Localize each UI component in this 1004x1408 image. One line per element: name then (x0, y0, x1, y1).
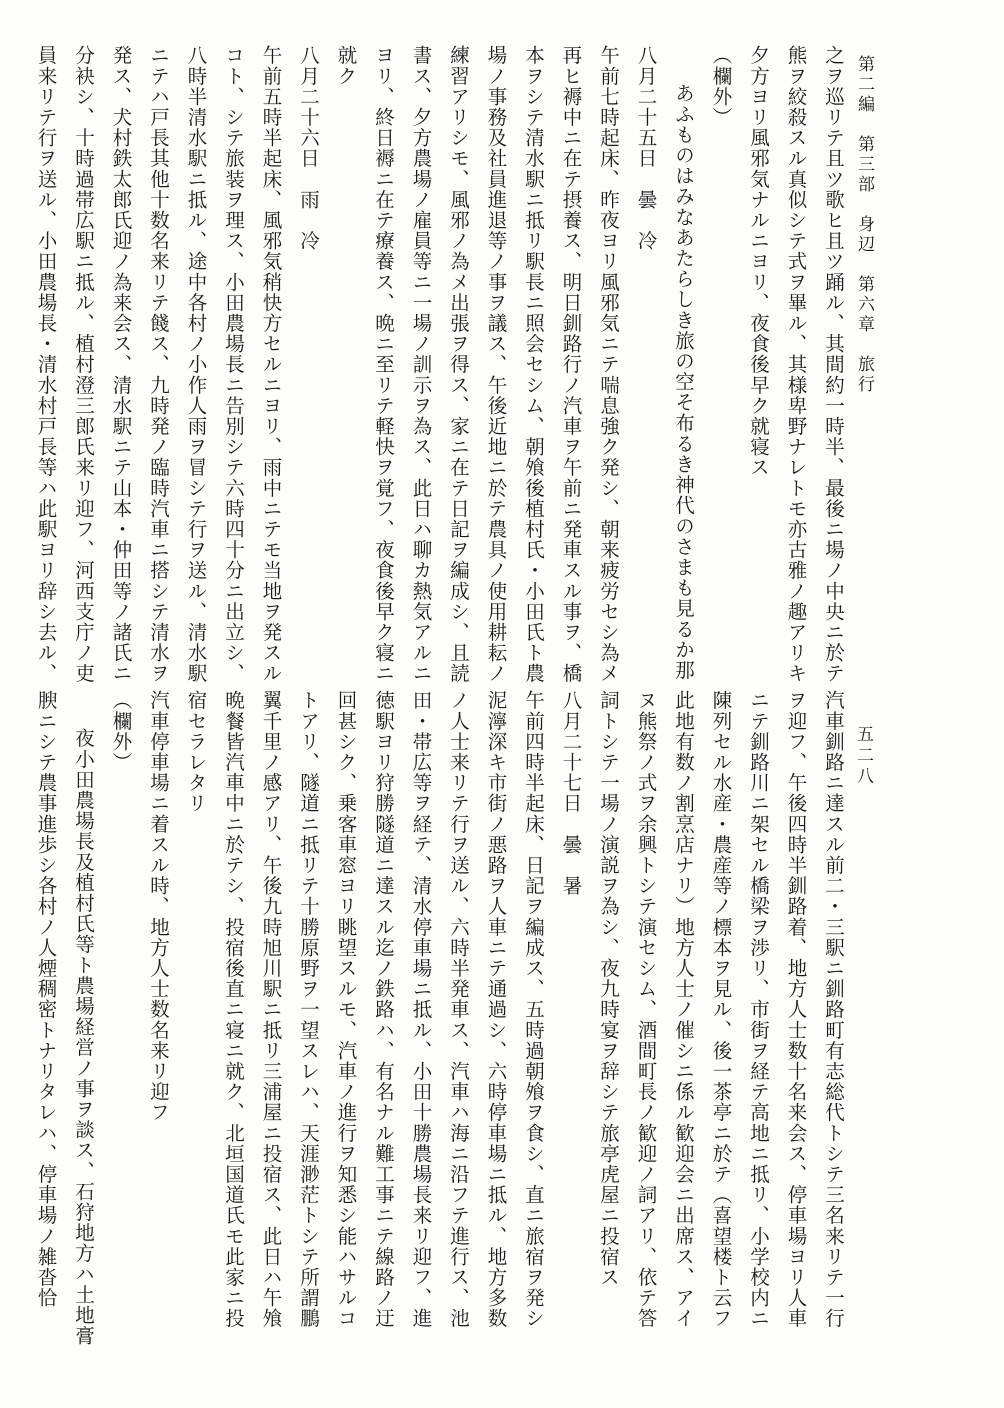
text-line: 再ヒ褥中ニ在テ摂養ス、明日釧路行ノ汽車ヲ午前ニ発車スル事ヲ、橋 (559, 45, 583, 684)
text-line: 宿セラレタリ (184, 690, 208, 814)
text-line: トアリ、隧道ニ抵リテ十勝原野ヲ一望スレハ、天涯渺茫トシテ所謂鵬 (297, 690, 320, 1329)
text-line: 練習アリシモ、風邪ノ為メ出張ヲ得ス、家ニ在テ日記ヲ編成シ、且読 (447, 45, 470, 684)
upper-text-block (27, 45, 852, 684)
margin-note-label: （欄外） (709, 45, 733, 128)
date-heading: 八月二十五日 曇 冷 (634, 45, 658, 251)
poem-line: あふものはみなあたらしき旅の空そ布るき神代のさまも見るか那 (672, 83, 695, 681)
page-number: 五二八 (853, 725, 873, 788)
text-line: 場ノ事務及社員進退等ノ事ヲ議ス、午後近地ニ於テ農具ノ使用耕耘ノ (484, 45, 508, 684)
margin-note-label: （欄外） (109, 690, 133, 773)
text-line: 腴ニシテ農事進歩シ各村ノ人煙稠密トナリタレハ、停車場ノ雑沓恰 (34, 690, 58, 1308)
text-line: 詞トシテ一場ノ演説ヲ為シ、夜九時宴ヲ辞シテ旅亭虎屋ニ投宿ス (597, 690, 620, 1288)
text-line: コト、シテ旅装ヲ理ス、小田農場長ニ告別シテ六時四十分ニ出立シ、 (222, 45, 245, 684)
text-line: 汽車釧路ニ達スル前二・三駅ニ釧路町有志総代トシテ三名来リテ一行 (822, 690, 845, 1329)
date-heading: 八月二十六日 雨 冷 (297, 45, 320, 251)
text-line: 就ク (334, 45, 358, 87)
text-line: 午前四時半起床、日記ヲ編成ス、五時過朝飧ヲ食シ、直ニ旅宿ヲ発シ (522, 690, 545, 1329)
text-line: 書ス、夕方農場ノ雇員等ニ一場ノ訓示ヲ為ス、此日ハ聊カ熱気アルニ (409, 45, 433, 684)
text-line: 田・帯広等ヲ経テ、清水停車場ニ抵ル、小田十勝農場長来リ迎フ、進 (409, 690, 433, 1329)
text-line: 員来リテ行ヲ送ル、小田農場長・清水村戸長等ハ此駅ヨリ辞シ去ル、 (34, 45, 58, 684)
text-line: 熊ヲ絞殺スル真似シテ式ヲ畢ル、其様卑野ナレトモ亦古雅ノ趣アリキ (784, 45, 808, 684)
text-line: 翼千里ノ感アリ、午後九時旭川駅ニ抵リ三浦屋ニ投宿ス、此日ハ午飧 (259, 690, 283, 1329)
date-heading: 八月二十七日 曇 暑 (559, 690, 583, 896)
lower-text-block (27, 690, 852, 1380)
text-line: 発ス、犬村鉄太郎氏迎ノ為来会ス、清水駅ニテ山本・仲田等ノ諸氏ニ (109, 45, 133, 684)
margin-note-line: 夜小田農場長及植村氏等ト農場経営ノ事ヲ談ス、石狩地方ハ土地膏 (72, 728, 95, 1346)
text-line: 八時半清水駅ニ抵ル、途中各村ノ小作人雨ヲ冒シテ行ヲ送ル、清水駅 (184, 45, 208, 684)
text-line: 本ヲシテ清水駅ニ抵リ駅長ニ照会セシム、朝飧後植村氏・小田氏ト農 (522, 45, 545, 684)
text-line: 分袂シ、十時過帯広駅ニ抵ル、植村澄三郎氏来リ迎フ、河西支庁ノ吏 (72, 45, 95, 684)
text-line: ヌ熊祭ノ式ヲ余興トシテ演セシム、酒間町長ノ歓迎ノ詞アリ、依テ答 (634, 690, 658, 1329)
text-line: 陳列セル水産・農産等ノ標本ヲ見ル、後一茶亭ニ於テ（喜望楼ト云フ (709, 690, 733, 1329)
text-line: 午前七時起床、昨夜ヨリ風邪気ニテ喘息強ク発シ、朝来疲労セシ為メ (597, 45, 620, 684)
text-line: ニテ釧路川ニ架セル橋梁ヲ渉リ、市街ヲ経テ高地ニ抵リ、小学校内ニ (747, 690, 770, 1329)
text-line: 徳駅ヨリ狩勝隧道ニ達スル迄ノ鉄路ハ、有名ナル難工事ニテ線路ノ迂 (372, 690, 395, 1329)
text-line: 夕方ヨリ風邪気ナルニヨリ、夜食後早ク就寝ス (747, 45, 770, 478)
text-line: 午前五時半起床、風邪気稍快方セルニヨリ、雨中ニテモ当地ヲ発スル (259, 45, 283, 684)
text-line: 晩餐皆汽車中ニ於テシ、投宿後直ニ寝ニ就ク、北垣国道氏モ此家ニ投 (222, 690, 245, 1329)
text-line: ヲ迎フ、午後四時半釧路着、地方人士数十名来会ス、停車場ヨリ人車 (784, 690, 808, 1329)
running-header: 第二編 第三部 身辺 第六章 旅行 (854, 55, 874, 395)
text-line: ノ人士来リテ行ヲ送ル、六時半発車ス、汽車ハ海ニ沿フテ進行ス、池 (447, 690, 470, 1329)
text-line: 汽車停車場ニ着スル時、地方人士数名来リ迎フ (147, 690, 170, 1123)
text-line: 此地有数ノ割烹店ナリ）地方人士ノ催シニ係ル歓迎会ニ出席ス、アイ (672, 690, 695, 1329)
text-line: ニテハ戸長其他十数名来リテ餞ス、九時発ノ臨時汽車ニ搭シテ清水ヲ (147, 45, 170, 684)
text-line: 泥濘深キ市街ノ悪路ヲ人車ニテ通過シ、六時停車場ニ抵ル、地方多数 (484, 690, 508, 1329)
text-line: ヨリ、終日褥ニ在テ療養ス、晩ニ至リテ軽快ヲ覚フ、夜食後早ク寝ニ (372, 45, 395, 684)
text-line: 之ヲ巡リテ且ツ歌ヒ且ツ踊ル、其間約一時半、最後ニ場ノ中央ニ於テ (822, 45, 845, 684)
text-line: 回甚シク、乗客車窓ヨリ眺望スルモ、汽車ノ進行ヲ知悉シ能ハサルコ (334, 690, 358, 1329)
